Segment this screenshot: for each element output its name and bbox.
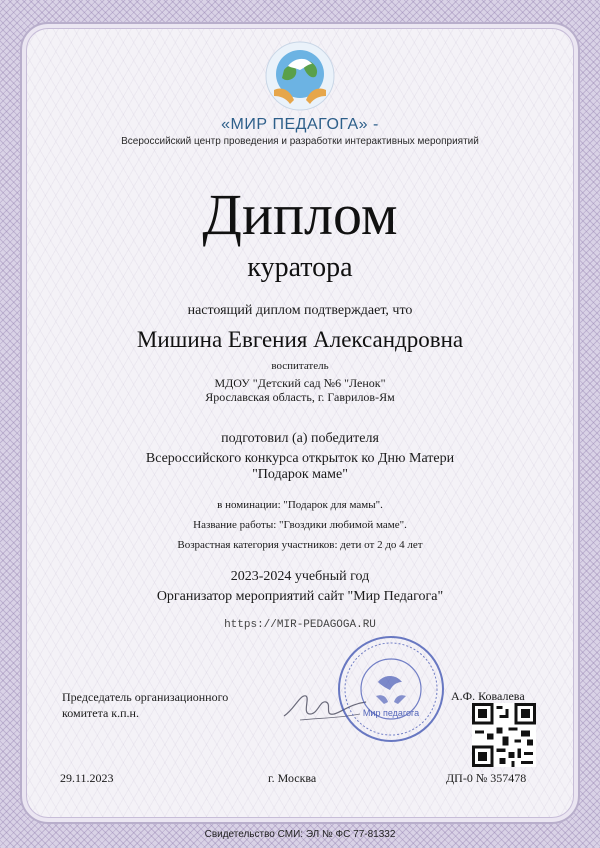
school-year: 2023-2024 учебный год: [230, 569, 370, 584]
org-description: Всероссийский центр проведения и разработки интерактивных мероприятий: [121, 136, 479, 147]
diploma-subtitle: куратора: [247, 252, 353, 283]
region: Ярославская область, г. Гаврилов-Ям: [205, 390, 395, 404]
chair-title: [62, 689, 282, 721]
stamp-seal-icon: [336, 634, 446, 744]
issue-date: 29.11.2023: [60, 771, 114, 785]
document-number: ДП-0 № 357478: [446, 771, 527, 785]
media-certificate: Свидетельство СМИ: ЭЛ № ФС 77-81332: [204, 829, 396, 840]
site-link[interactable]: https://MIR-PEDAGOGA.RU: [224, 619, 376, 631]
chair-line1: Председатель организационного: [62, 690, 229, 704]
prepared-text: подготовил (а) победителя: [221, 431, 379, 446]
globe-dove-logo-icon: [264, 40, 336, 112]
organizer: Организатор мероприятий сайт "Мир Педагога": [156, 589, 444, 604]
contest-title-line2: "Подарок маме": [252, 467, 348, 482]
city: г. Москва: [268, 771, 317, 785]
qr-code-icon[interactable]: [472, 703, 536, 767]
person-position: воспитатель: [271, 360, 329, 372]
org-name: «МИР ПЕДАГОГА» -: [221, 116, 379, 133]
confirm-text: настоящий диплом подтверждает, что: [187, 303, 413, 318]
work-title: Название работы: "Гвоздики любимой маме".: [193, 519, 407, 531]
chair-line2: комитета к.п.н.: [62, 706, 139, 720]
signer-name: А.Ф. Ковалева: [451, 689, 525, 703]
institution: МДОУ "Детский сад №6 "Ленок": [214, 376, 386, 390]
age-category: Возрастная категория участников: дети от 2 до 4 лет: [177, 539, 423, 551]
nomination: в номинации: "Подарок для мамы".: [217, 499, 383, 511]
diploma-title: Диплом: [202, 182, 398, 247]
stamp-label: Мир педагога: [362, 708, 420, 718]
person-name: Мишина Евгения Александровна: [136, 327, 464, 352]
contest-title-line1: Всероссийского конкурса открыток ко Дню Матери: [145, 451, 455, 466]
